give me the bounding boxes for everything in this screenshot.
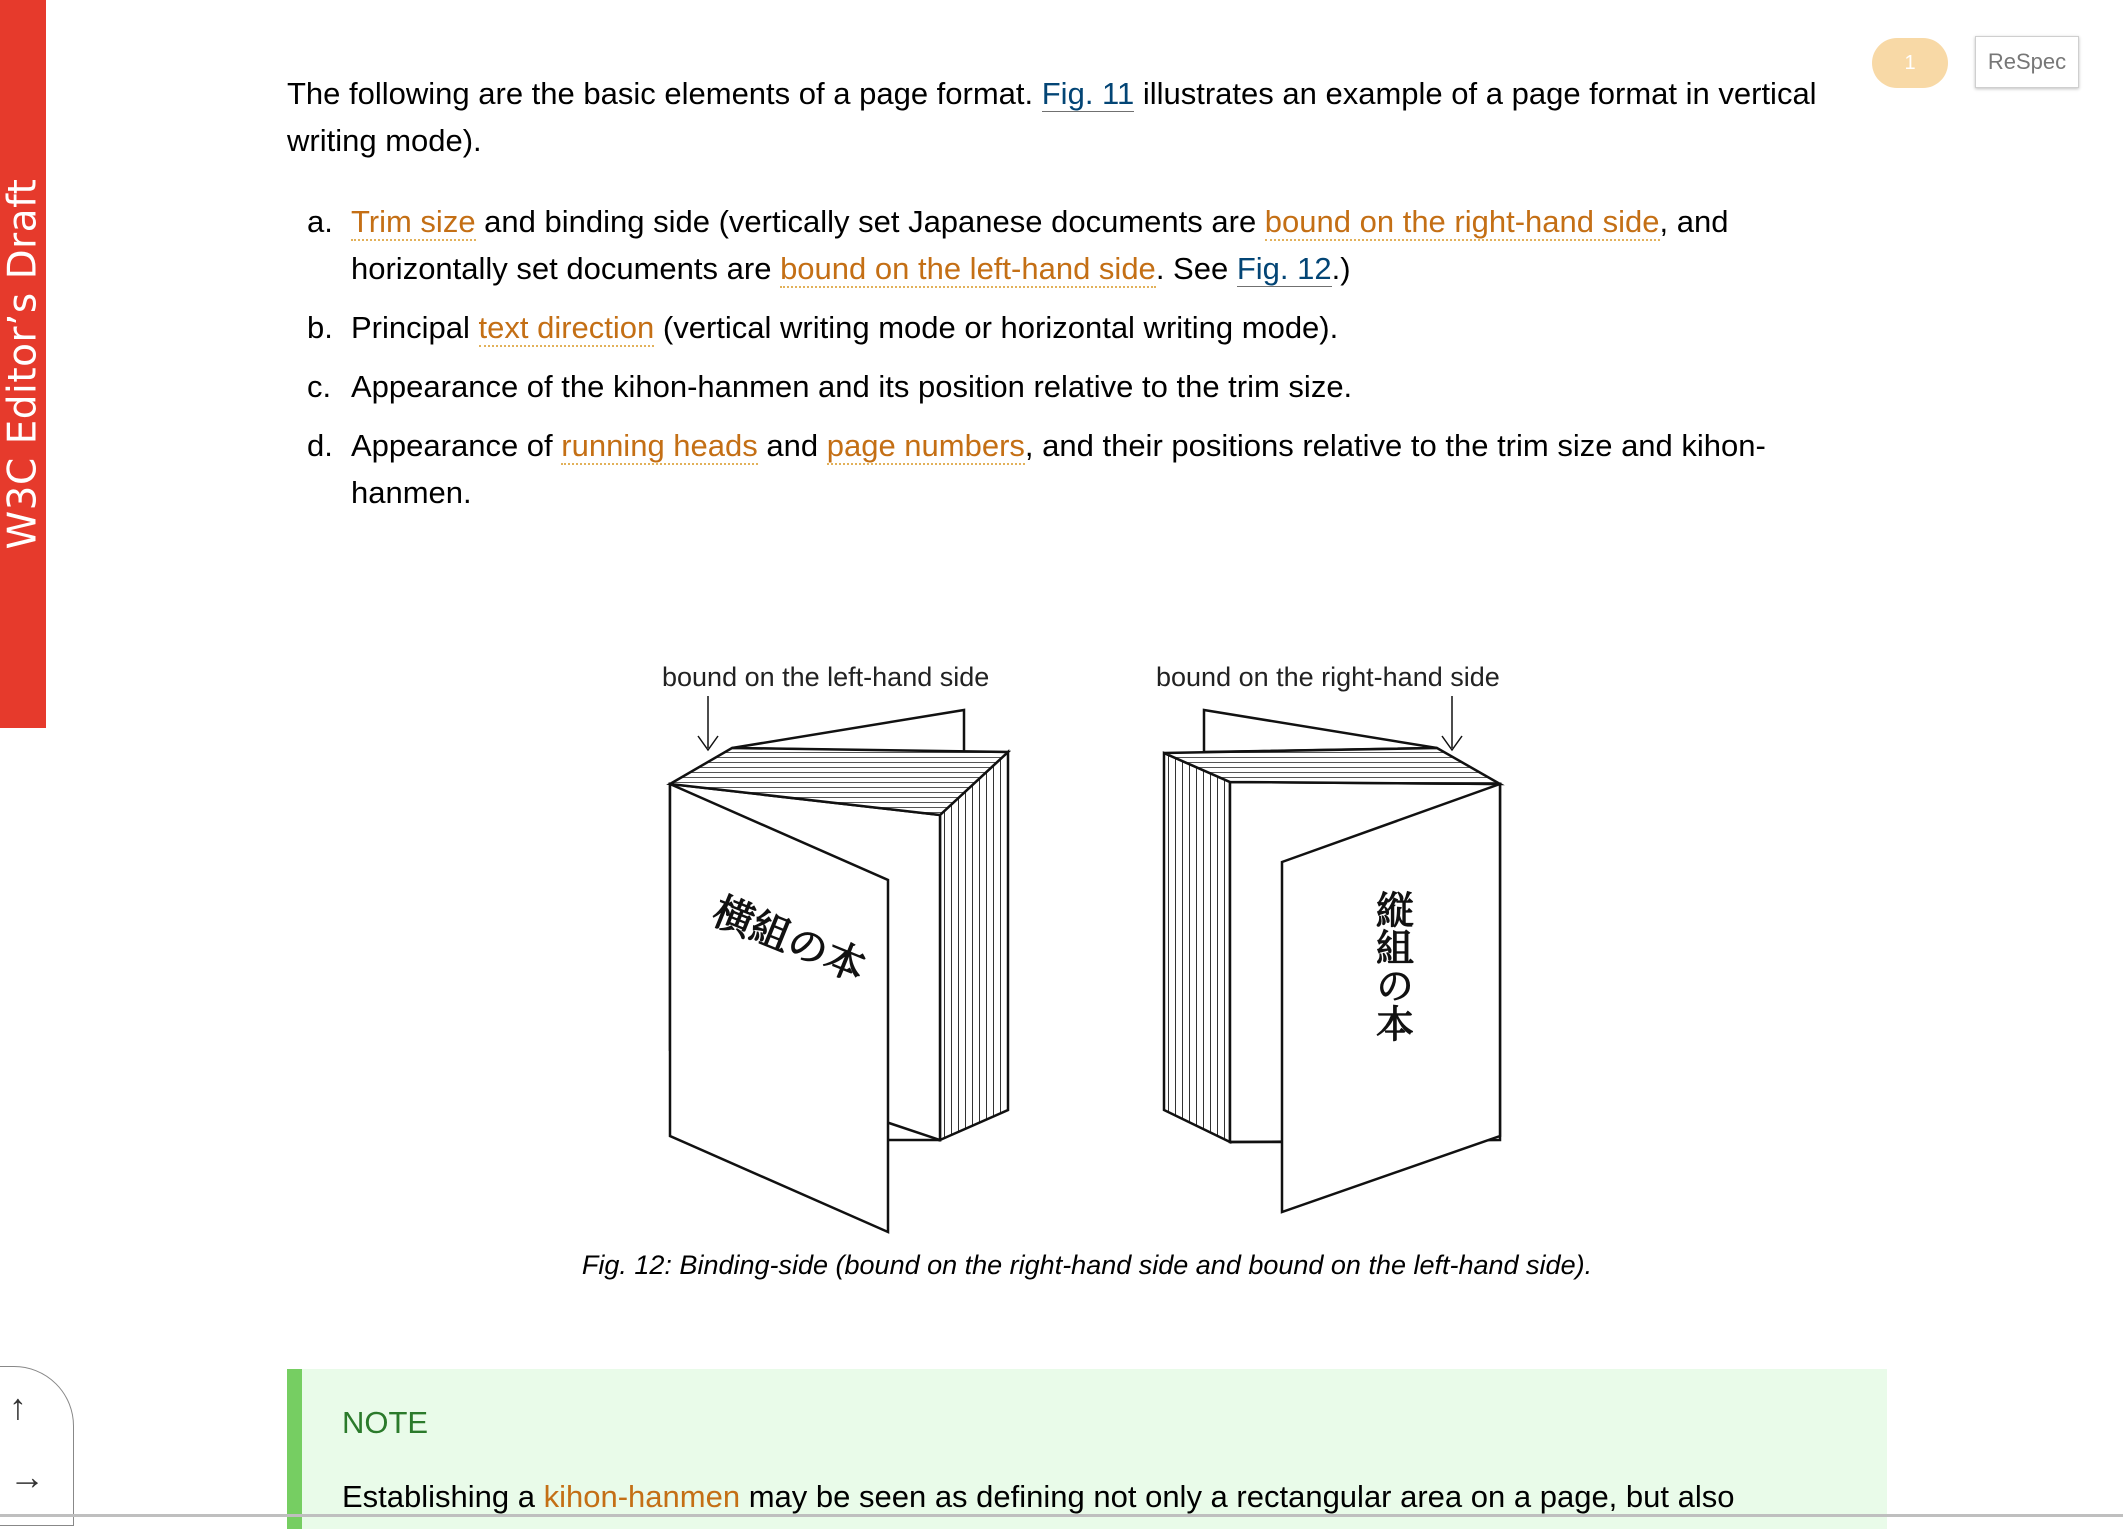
page-format-elements-list: [287, 198, 1867, 516]
list-item: a. Trim size and binding side (vertically set Japanese documents are bound on the right-hand side, and horizontally set documents are bound on the left-hand side. See Fig. 12.): [287, 198, 1867, 292]
scroll-navigation-widget: [0, 1366, 74, 1526]
list-item: d. Appearance of running heads and page numbers, and their positions relative to the trim size and kihon-hanmen.: [287, 422, 1867, 516]
text-direction-link[interactable]: text direction: [478, 310, 655, 345]
list-marker: b.: [307, 310, 333, 345]
list-marker: a.: [307, 204, 333, 239]
page-numbers-link[interactable]: page numbers: [826, 428, 1025, 463]
w3c-editors-draft-logo[interactable]: [0, 0, 46, 728]
figure-caption: Fig. 12: Binding-side (bound on the right-hand side and bound on the left-hand side).: [581, 1250, 1593, 1280]
bound-left-link[interactable]: bound on the left-hand side: [780, 251, 1156, 286]
note-title: NOTE: [342, 1405, 429, 1440]
right-binding-label: bound on the right-hand side: [1156, 662, 1500, 692]
main-content: [287, 70, 1887, 510]
intro-paragraph: The following are the basic elements of a page format. Fig. 11 illustrates an example of a page format in vertical writing mode).: [287, 76, 1817, 158]
issue-count-badge[interactable]: 1: [1872, 38, 1948, 88]
left-book-title: 横組の本: [706, 887, 873, 992]
respec-button[interactable]: ReSpec: [1975, 36, 2079, 88]
arrow-right-icon[interactable]: →: [9, 1456, 45, 1497]
list-item: b. Principal text direction (vertical writing mode or horizontal writing mode).: [287, 304, 1867, 351]
list-marker: c.: [307, 369, 332, 404]
fig-11-link[interactable]: Fig. 11: [1041, 76, 1135, 111]
binding-side-figure: [640, 660, 1540, 1240]
arrow-up-icon[interactable]: ↑: [9, 1386, 27, 1427]
left-binding-label: bound on the left-hand side: [662, 662, 990, 692]
right-book-illustration: [1164, 696, 1500, 1212]
list-item: c. Appearance of the kihon-hanmen and its position relative to the trim size.: [287, 363, 1867, 410]
note-box: [287, 1369, 1887, 1529]
logo-text: W3C Editor’s Draft: [0, 178, 46, 550]
right-book-title: 縦組の本: [1369, 890, 1415, 1042]
note-text: Establishing a kihon-hanmen may be seen as defining not only a rectangular area on a page, but also: [342, 1479, 1735, 1514]
trim-size-link[interactable]: Trim size: [351, 204, 476, 239]
running-heads-link[interactable]: running heads: [561, 428, 758, 463]
fig-12-link[interactable]: Fig. 12: [1236, 251, 1332, 286]
bound-right-link[interactable]: bound on the right-hand side: [1264, 204, 1660, 239]
list-marker: d.: [307, 428, 333, 463]
kihon-hanmen-link[interactable]: kihon-hanmen: [543, 1479, 741, 1514]
